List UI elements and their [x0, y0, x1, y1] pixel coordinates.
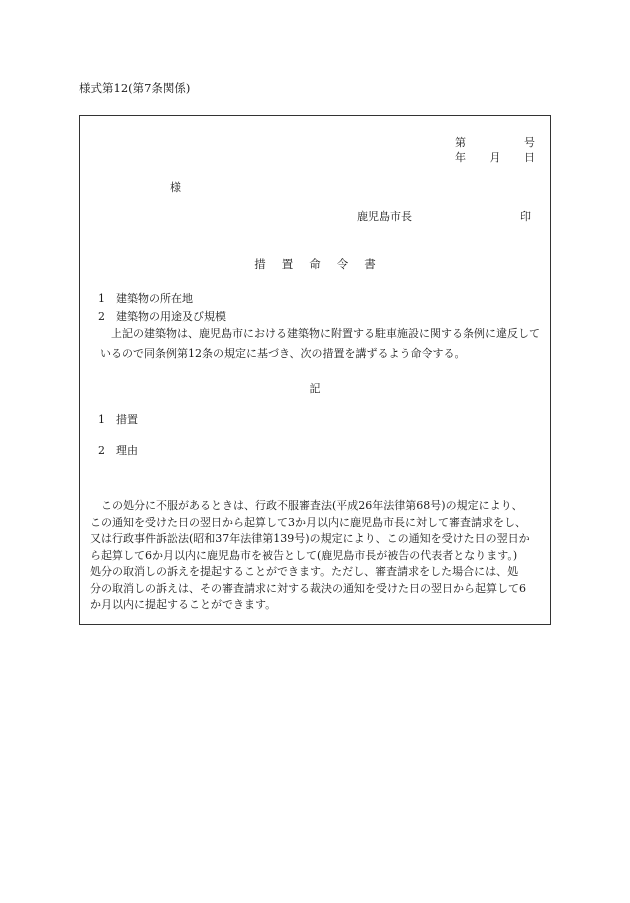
- date-year: 年: [455, 151, 466, 164]
- item-building-use: [98, 308, 226, 324]
- section-reason: [98, 442, 138, 458]
- section-number: 1: [98, 413, 105, 426]
- document-title: 措置命令書: [254, 257, 392, 271]
- document-number-row: [455, 134, 535, 150]
- item-label: 建築物の所在地: [116, 292, 193, 305]
- ki-heading: 記: [309, 382, 321, 395]
- item-number: 1: [98, 292, 105, 305]
- seal-mark: 印: [520, 210, 531, 223]
- item-number: 2: [98, 310, 105, 323]
- doc-no-suffix: 号: [524, 136, 535, 149]
- section-measure: [98, 411, 138, 427]
- section-label: 措置: [116, 413, 138, 426]
- item-label: 建築物の用途及び規模: [116, 310, 226, 323]
- form-number: 様式第12(第7条関係): [79, 81, 191, 95]
- doc-no-prefix: 第: [455, 136, 466, 149]
- order-statement: [100, 324, 550, 364]
- order-text: 上記の建築物は、鹿児島市における建築物に附置する駐車施設に関する条例に違反しているので同条例第12条の規定に基づき、次の措置を講ずるよう命令する。: [100, 327, 540, 360]
- addressee-suffix: 様: [170, 181, 181, 194]
- appeal-notice: この処分に不服があるときは、行政不服審査法(平成26年法律第68号)の規定により、 この通知を受けた日の翌日から起算して3か月以内に鹿児島市長に対して審査請求をし、 又は行政事件訴訟法(昭和37年法律第139号)の規定により、この通知を受けた日の翌日か ら起算して6か月以内に鹿児島市を被告として(鹿児島市長が被告の代表者となります。) 処分の取消しの訴えを提起することができます。ただし、審査請求をした場合には、処 分の取消しの訴えは、その審査請求に対する裁決の通知を受けた日の翌日から起算して6 か月以内に提起することができます。: [90, 499, 530, 611]
- date-row: [455, 149, 535, 165]
- order-form-frame: [79, 115, 551, 625]
- issuer-name: 鹿児島市長: [357, 210, 412, 223]
- section-label: 理由: [116, 444, 138, 457]
- section-number: 2: [98, 444, 105, 457]
- date-day: 日: [524, 151, 535, 164]
- item-building-location: [98, 290, 193, 306]
- date-month: 月: [489, 151, 501, 164]
